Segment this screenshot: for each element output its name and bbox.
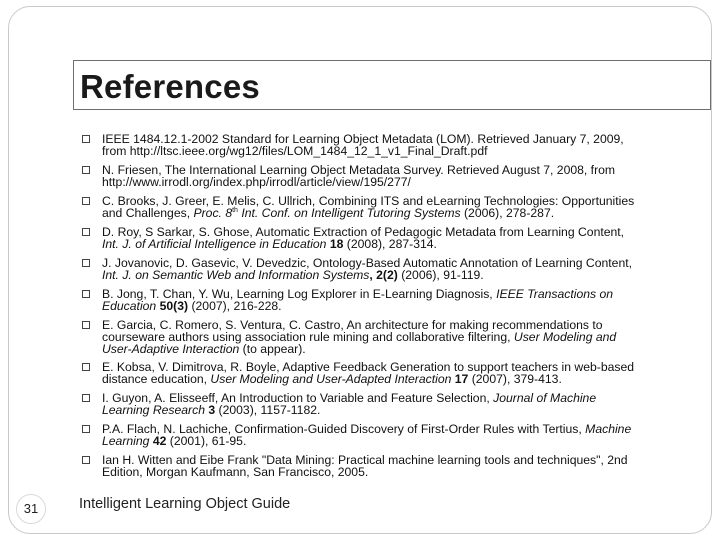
list-item — [82, 362, 682, 393]
reference-text: Education 50(3) (2007), 216-228. — [102, 298, 282, 313]
title-box — [73, 60, 711, 110]
reference-text: E. Garcia, C. Romero, S. Ventura, C. Castro, An architecture for making recommendations to — [102, 320, 603, 332]
checkbox-bullet-icon — [82, 363, 90, 371]
checkbox-bullet-icon — [82, 228, 90, 236]
reference-text: J. Jovanovic, D. Gasevic, V. Devedzic, Ontology-Based Automatic Annotation of Learning Content, — [102, 258, 632, 270]
reference-text: P.A. Flach, N. Lachiche, Confirmation-Guided Discovery of First-Order Rules with Tertius, Machine — [102, 424, 632, 436]
checkbox-bullet-icon — [82, 456, 90, 464]
checkbox-bullet-icon — [82, 197, 90, 205]
reference-text: D. Roy, S Sarkar, S. Ghose, Automatic Extraction of Pedagogic Metadata from Learning Content, — [102, 227, 625, 239]
checkbox-bullet-icon — [82, 166, 90, 174]
reference-text: I. Guyon, A. Elisseeff, An Introduction to Variable and Feature Selection, Journal of Machine — [102, 393, 597, 405]
reference-text: C. Brooks, J. Greer, E. Melis, C. Ullrich, Combining ITS and eLearning Technologies: Opportunities — [102, 196, 635, 208]
list-item — [82, 320, 682, 362]
page-title: References — [80, 68, 260, 105]
list-item — [82, 424, 682, 455]
reference-text: http://www.irrodl.org/index.php/irrodl/article/view/195/277/ — [102, 174, 411, 189]
reference-text: from http://ltsc.ieee.org/wg12/files/LOM_1484_12_1_v1_Final_Draft.pdf — [102, 143, 488, 158]
checkbox-bullet-icon — [82, 321, 90, 329]
slide-number: 31 — [16, 494, 46, 524]
reference-text: Learning Research 3 (2003), 1157-1182. — [102, 402, 321, 417]
checkbox-bullet-icon — [82, 135, 90, 143]
footer-text: Intelligent Learning Object Guide — [79, 496, 291, 512]
reference-text: Ian H. Witten and Eibe Frank "Data Mining: Practical machine learning tools and techniques", 2nd — [102, 455, 628, 467]
reference-text: Learning 42 (2001), 61-95. — [102, 433, 247, 448]
reference-text: B. Jong, T. Chan, Y. Wu, Learning Log Explorer in E-Learning Diagnosis, IEEE Transactions on — [102, 289, 614, 301]
reference-list — [82, 134, 682, 486]
list-item — [82, 165, 682, 196]
reference-text: IEEE 1484.12.1-2002 Standard for Learning Object Metadata (LOM). Retrieved January 7, 2009, — [102, 134, 624, 146]
checkbox-bullet-icon — [82, 259, 90, 267]
reference-text: E. Kobsa, V. Dimitrova, R. Boyle, Adaptive Feedback Generation to support teachers in web-based — [102, 362, 635, 374]
reference-text: and Challenges, Proc. 8th Int. Conf. on Intelligent Tutoring Systems (2006), 278-287. — [102, 205, 555, 220]
reference-text: Int. J. of Artificial Intelligence in Education 18 (2008), 287-314. — [102, 236, 437, 251]
list-item — [82, 134, 682, 165]
list-item — [82, 258, 682, 289]
reference-text: distance education, User Modeling and User-Adapted Interaction 17 (2007), 379-413. — [102, 371, 562, 386]
checkbox-bullet-icon — [82, 394, 90, 402]
reference-text: Int. J. on Semantic Web and Information Systems, 2(2) (2006), 91-119. — [102, 267, 484, 282]
list-item — [82, 393, 682, 424]
list-item — [82, 289, 682, 320]
checkbox-bullet-icon — [82, 425, 90, 433]
list-item — [82, 227, 682, 258]
reference-text: courseware authors using association rule mining and collaborative filtering, User Modeling and — [102, 329, 617, 344]
checkbox-bullet-icon — [82, 290, 90, 298]
reference-text: Edition, Morgan Kaufmann, San Francisco, 2005. — [102, 464, 369, 479]
reference-text: N. Friesen, The International Learning Object Metadata Survey. Retrieved August 7, 2008, from — [102, 165, 616, 177]
list-item — [82, 196, 682, 227]
list-item — [82, 455, 682, 486]
reference-text: User-Adaptive Interaction (to appear). — [102, 341, 306, 356]
